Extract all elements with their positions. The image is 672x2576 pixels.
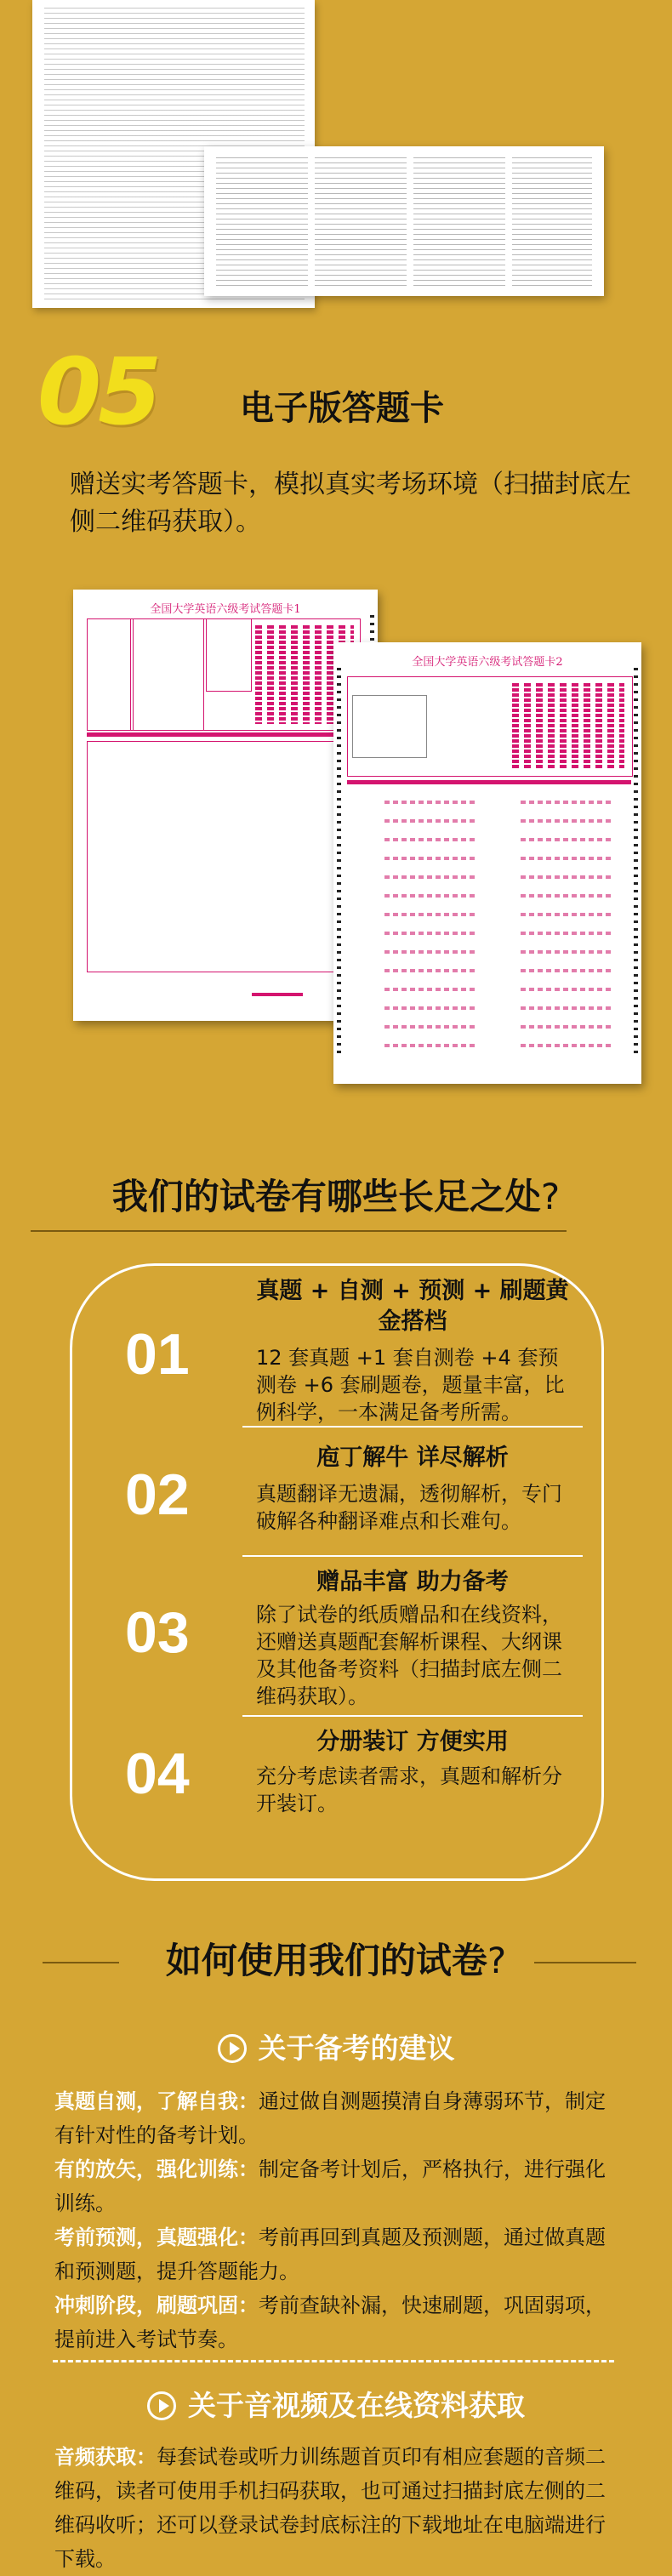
strengths-card xyxy=(70,1263,604,1881)
tip-text: 考前再回到真题及预测题，通过做真题和预测题，提升答题能力。 xyxy=(54,2226,606,2283)
media-heading-text: 关于音视频及在线资料获取 xyxy=(188,2389,525,2422)
timing-marks-left xyxy=(337,668,341,1058)
strengths-heading xyxy=(0,1169,672,1220)
strength-title: 分册装订 方便实用 xyxy=(316,1729,509,1755)
tip-text: 通过做自测题摸清自身薄弱环节，制定有针对性的备考计划。 xyxy=(54,2089,606,2147)
section-description: 赠送实考答题卡，模拟真实考场环境（扫描封底左侧二维码获取）。 xyxy=(70,470,631,537)
tip-label: 考前预测，真题强化： xyxy=(54,2226,259,2249)
tip-2 xyxy=(54,2152,624,2220)
tip-text: 制定备考计划后，严格执行，进行强化训练。 xyxy=(54,2157,606,2215)
strength-text: 除了试卷的纸质赠品和在线资料，还赠送真题配套解析课程、大纲课及其他备考资料（扫描封底左侧二维码获取）。 xyxy=(256,1603,562,1708)
tip-label: 真题自测，了解自我： xyxy=(54,2089,259,2113)
list-columns xyxy=(216,155,592,288)
play-icon xyxy=(147,2391,176,2420)
strength-number: 03 xyxy=(125,1600,190,1665)
answer-bubbles-col-1 xyxy=(384,795,478,1051)
heading-underline xyxy=(31,1230,567,1232)
separator xyxy=(242,1715,583,1717)
tips-heading-text: 关于备考的建议 xyxy=(258,2032,455,2065)
sample-audio-list-page xyxy=(204,146,604,296)
candidate-number-grid xyxy=(512,681,624,770)
strength-number: 02 xyxy=(125,1462,190,1527)
howto-heading xyxy=(0,1933,672,1984)
strengths-heading-mark: ? xyxy=(540,1176,561,1217)
answer-sheet-2-title: 全国大学英语六级考试答题卡2 xyxy=(412,656,563,669)
play-icon xyxy=(218,2034,247,2063)
answer-sheet-1 xyxy=(73,590,378,1021)
dashed-divider xyxy=(53,2360,614,2362)
separator xyxy=(242,1555,583,1557)
section-title: 电子版答题卡 xyxy=(240,389,444,428)
barcode-box xyxy=(87,618,131,731)
timing-marks-right xyxy=(634,668,638,1058)
section-number: 05 xyxy=(37,339,159,446)
strength-number: 04 xyxy=(125,1741,190,1806)
media-tip xyxy=(54,2440,624,2576)
separator xyxy=(242,1426,583,1428)
tip-text: 考前查缺补漏，快速刷题，巩固弱项，提前进入考试节奏。 xyxy=(54,2294,606,2351)
tip-label: 音频获取： xyxy=(54,2445,157,2469)
answer-bubbles-col-2 xyxy=(521,795,614,1051)
divider-bar xyxy=(87,732,359,737)
strength-text: 充分考虑读者需求，真题和解析分开装订。 xyxy=(256,1764,562,1815)
heading-rule-right xyxy=(534,1962,636,1963)
howto-heading-mark: ? xyxy=(487,1940,507,1981)
tip-3 xyxy=(54,2220,624,2288)
strength-text: 真题翻译无遗漏，透彻解析，专门破解各种翻译难点和长难句。 xyxy=(256,1482,562,1533)
barcode-box xyxy=(352,695,427,758)
strengths-heading-text: 我们的试卷有哪些长足之处 xyxy=(111,1176,541,1217)
footer-bar xyxy=(252,993,303,996)
heading-rule-left xyxy=(43,1962,119,1963)
strength-number: 01 xyxy=(125,1322,190,1387)
divider-bar xyxy=(347,780,631,784)
strength-title: 真题 + 自测 + 预测 + 刷题黄金搭档 xyxy=(256,1278,569,1335)
strength-title: 庖丁解牛 详尽解析 xyxy=(316,1445,509,1471)
notice-box xyxy=(206,618,252,692)
tip-text: 每套试卷或听力训练题首页印有相应套题的音频二维码，读者可使用手机扫码获取，也可通过扫描封底左侧的二维码收听；还可以登录试卷封底标注的下载地址在电脑端进行下载。 xyxy=(54,2445,606,2571)
answer-sheet-1-title: 全国大学英语六级考试答题卡1 xyxy=(150,603,301,616)
writing-area xyxy=(87,741,361,972)
tips-heading xyxy=(0,2026,672,2066)
tip-label: 冲刺阶段，刷题巩固： xyxy=(54,2294,259,2317)
answer-sheet-2 xyxy=(333,642,641,1084)
strength-title: 赠品丰富 助力备考 xyxy=(316,1569,509,1595)
tip-1 xyxy=(54,2084,624,2152)
strength-text: 12 套真题 +1 套自测卷 +4 套预测卷 +6 套刷题卷，题量丰富，比例科学，一本满足备考所需。 xyxy=(256,1346,565,1424)
media-heading xyxy=(0,2384,672,2424)
howto-heading-text: 如何使用我们的试卷 xyxy=(165,1940,487,1981)
name-box xyxy=(133,618,204,731)
tip-4 xyxy=(54,2288,624,2357)
tip-label: 有的放矢，强化训练： xyxy=(54,2157,259,2181)
